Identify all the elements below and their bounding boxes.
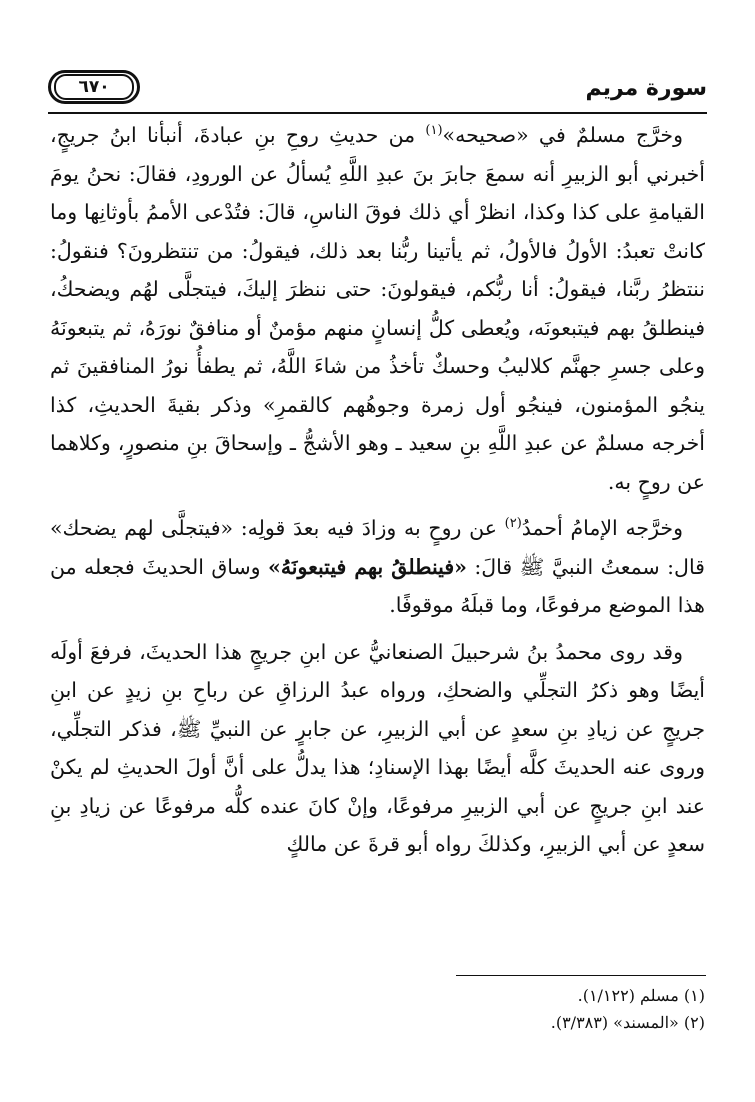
p1-text-b: من حديثِ روحِ بنِ عبادةَ، أنبأنا ابنُ جريجٍ، أخبرني أبو الزبيرِ أنه سمعَ جابرَ بنَ عبدِ اللَّهِ يُسألُ عن الورودِ، فقالَ: نحنُ يومَ القيامةِ على كذا وكذا، انظرْ أي ذلك فوقَ الناسِ، قالَ: فتُدْعى الأممُ بأوثانِها وما كانتْ تعبدُ: الأولُ فالأولُ، ثم يأتينا ربُّنا بعد ذلك، فيقولُ: من تنتظرونَ؟ فنقولُ: ننتظرُ ربَّنا، فيقولُ: أنا ربُّكم، فيقولونَ: حتى ننظرَ إليكَ، فيتجلَّى لهُم ويضحكُ، فينطلقُ بهم فيتبعونَه، ويُعطى كلُّ إنسانٍ منهم مؤمنٌ أو منافقٌ نورَهُ، ثم يتبعونَهُ وعلى جسرِ جهنَّم كلاليبُ وحسكٌ تأخذُ من شاءَ اللَّهُ، ثم يطفأُ نورُ المنافقينَ ثم ينجُو المؤمنون، فينجُو أول زمرة وجوهُهم كالقمرِ» وذكر بقيةَ الحديثِ، كذا أخرجه مسلمٌ عن عبدِ اللَّهِ بنِ سعيد ـ وهو الأشجُّ ـ وإسحاقَ بنِ منصورٍ، وكلاهما عن روحٍ به.	[50, 123, 705, 494]
main-text	[50, 116, 705, 864]
footnote-2: (٢) «المسند» (٣/٣٨٣).	[550, 1013, 705, 1032]
surah-title: سورة مريم	[585, 76, 707, 101]
paragraph-1	[50, 116, 705, 501]
p2-text-c: وساق الحديثَ فجعله من هذا الموضع مرفوعًا، وما قبلَهُ موقوفًا.	[50, 554, 705, 617]
p2-text-a: وخرَّجه الإمامُ أحمدُ	[521, 516, 683, 540]
footnote-ref-2[interactable]: (٢)	[504, 516, 522, 532]
paragraph-3: وقد روى محمدُ بنُ شرحبيلَ الصنعانيُّ عن ابنِ جريجٍ هذا الحديثَ، فرفعَ أولَه أيضًا وهو ذكرُ التجلِّي والضحكِ، ورواه عبدُ الرزاقِ عن رباحِ بنِ زيدٍ عن ابنِ جريجٍ عن زيادِ بنِ سعدٍ عن أبي الزبيرِ، عن جابرٍ عن النبيِّ ﷺ، فذكر التجلِّي، وروى عنه الحديثَ كلَّه أيضًا بهذا الإسنادِ؛ هذا يدلُّ على أنَّ أولَ الحديثِ لم يكنْ عند ابنِ جريجٍ عن أبي الزبيرِ مرفوعًا، وإنْ كانَ عنده كلُّه مرفوعًا عن زيادِ بنِ سعدٍ عن أبي الزبيرِ، وكذلكَ رواه أبو قرةَ عن مالكٍ	[50, 639, 705, 856]
footnote-ref-1[interactable]: (١)	[425, 123, 443, 139]
page-header	[48, 70, 707, 114]
p1-text-a: وخرَّج مسلمٌ في «صحيحه»	[442, 123, 684, 147]
footnote-1: (١) مسلم (١/١٢٢).	[577, 986, 705, 1005]
p2-bold-quote: «فينطلقُ بهم فيتبعونَهُ»	[268, 554, 467, 579]
p2-text-b: عن روحٍ به وزادَ فيه بعدَ قولِه: «فيتجلَّى لهم يضحك» قال: سمعتُ النبيَّ ﷺ قالَ:	[50, 516, 705, 579]
footnotes	[50, 982, 705, 1036]
page-number: ٦٧٠	[54, 74, 134, 100]
header-rule	[48, 112, 707, 114]
paragraph-2	[50, 509, 705, 625]
footnote-separator	[456, 975, 706, 976]
page-number-badge	[48, 70, 140, 104]
